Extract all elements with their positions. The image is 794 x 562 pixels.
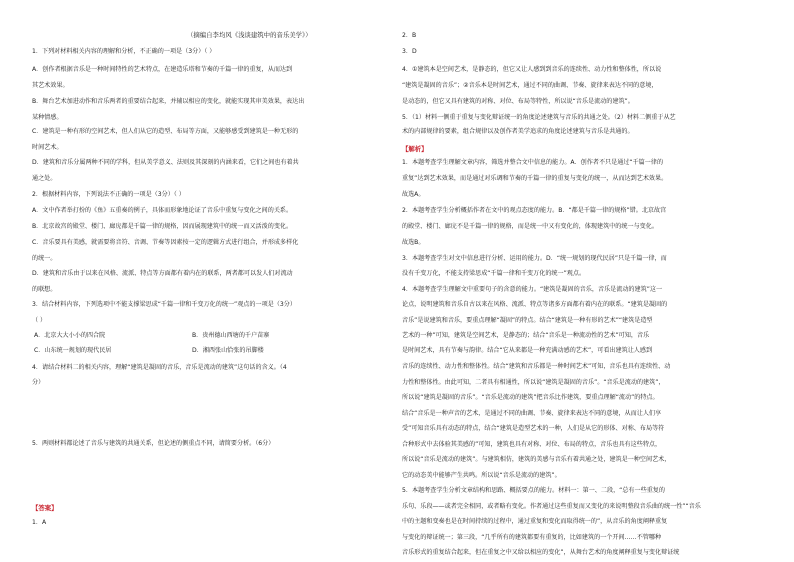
left-column xyxy=(32,0,407,562)
analysis-line: 重复”达到艺术效果，而是通过对乐调和节奏的千篇一律的重复与变化的统一，从而达到艺术效果。 xyxy=(402,175,668,182)
q3-option-b: B．贵州德山西塘的千户苗寨 xyxy=(192,332,270,339)
analysis-line: 1．本题考查学生理解文章内容，筛选并整合文中信息的能力。A．创作者不只是通过“千篇一律的 xyxy=(402,159,664,166)
analysis-line: 受”可知音乐具有动态的特点，结合“建筑是造型艺术的一种，人们是从它的形体、对称、布局等符 xyxy=(402,425,665,432)
analysis-line: 与变化的辩证统一；第三段，“几乎所有的建筑都要有重复的，比如建筑的一个开间……不管哪种 xyxy=(402,534,662,541)
analysis-line: 音乐形式的重复结合起来，但在重复之中又给以相应的变化”，从舞台艺术的角度阐释重复与变化辩证统 xyxy=(402,549,680,556)
right-column xyxy=(402,0,777,562)
answer-5-line: 术的内部规律的要素，组合规律以及创作者美学追求的角度论述建筑与音乐是共通的。 xyxy=(402,128,634,135)
analysis-line: 它的动态美中能够产生共鸣。所以说“音乐是流动的建筑”。 xyxy=(402,472,561,479)
analysis-line: 力性和整体性。由此可知，二者具有相通性，所以说“建筑是凝固的音乐”。“音乐是流动的建筑”， xyxy=(402,379,665,386)
q2-option-c-cont: 的统一。 xyxy=(32,255,57,262)
answer-heading: 【答案】 xyxy=(32,504,58,512)
answer-1: 1．A xyxy=(32,519,47,526)
analysis-line: 艺术的一种”可知，建筑是空间艺术，是静态的；结合“音乐是一种流动性的艺术”可知，音乐 xyxy=(402,332,650,339)
q5-stem: 5．两则材料都论述了音乐与建筑的共通关系，但论述的侧重点不同，请简要分析。（6分） xyxy=(32,440,275,447)
analysis-line: 5．本题考查学生分析文章结构和思路、概括要点的能力。材料一：第一、二段，“总有一些重复的 xyxy=(402,487,665,494)
answer-4-line: 是动态的，但它又具有建筑的对称、对位、布局等特性，所以说“音乐是流动的建筑”。 xyxy=(402,98,634,105)
analysis-heading: 【解析】 xyxy=(402,145,428,153)
analysis-line: 乐句、乐段——或者完全相同，或者略有变化。作者通过这些重复而又变化的来说明整段音乐曲的统一性”“音乐 xyxy=(402,503,701,510)
q4-stem: 4．请结合材料二的相关内容，理解“建筑是凝固的音乐，音乐是流动的建筑”这句话的含义。（4 xyxy=(32,364,287,371)
answer-2: 2．B xyxy=(402,32,417,39)
analysis-line: 4．本题考查学生理解文中重要句子的含意的能力。“建筑是凝固的音乐，音乐是流动的建筑”这一 xyxy=(402,286,663,293)
q3-option-a: A．北京大大小小的四合院 xyxy=(34,332,106,339)
analysis-line: 是时间艺术，具有节奏与韵律。结合“它从来都是一种充满动感的艺术”，可看出建筑让人感到 xyxy=(402,347,653,354)
source-citation: （摘编自李均风《浅谈建筑中的音乐美学》） xyxy=(187,31,312,39)
analysis-line: 2．本题考查学生分析概括作者在文中的观点态度的能力。B．“都是千篇一律的规格”错。北京故宫 xyxy=(402,207,667,214)
analysis-line: 所以说“建筑是凝固的音乐”。“音乐是流动的建筑”把音乐比作建筑，要重点理解“流动”的特点。 xyxy=(402,394,659,401)
analysis-line: 中的主题和变奏也是在时间持续的过程中，通过重复和变化而取得统一的”，从音乐的角度阐释重复 xyxy=(402,518,668,525)
q1-option-c-cont: 时间艺术。 xyxy=(32,144,63,151)
analysis-line: 结合“音乐是一种声音的艺术，是通过不同的曲调、节奏、旋律来表达不同的意境，从而让人们享 xyxy=(402,410,662,417)
q1-option-a: A．创作者根据音乐是一种时间特性的艺术特点，在建造乐塔和节奏的千篇一律的重复，从而达到 xyxy=(32,66,293,73)
q2-option-d: D．建筑和音乐由于以来在风格、流派、特点等方面都有着内在的联系，两者都可以发人们对流动 xyxy=(32,270,293,277)
q1-option-b: B．舞台艺术加进动作和音乐两者的重要结合起来，并辅以相应的变化，就能实现其审美效果，表达出 xyxy=(32,98,305,105)
q2-option-d-cont: 的联想。 xyxy=(32,286,57,293)
q3-paren: （ ） xyxy=(32,317,47,324)
analysis-line: 没有千变万化，不能支持梁思成“千篇一律和千变万化的统一”观点。 xyxy=(402,270,586,277)
q1-option-b-cont: 某种情感。 xyxy=(32,114,63,121)
q4-stem-cont: 分） xyxy=(32,379,45,386)
analysis-line: 合种形式中去体验其美感的”可知，建筑也具有对称、对位、布局的特点，音乐也具有这些特点， xyxy=(402,441,662,448)
analysis-line: 的殿堂、楼门、廊庑不是千篇一律的规格，而是统一中又有变化的，体现建筑中的统一与变化。 xyxy=(402,223,658,230)
q2-stem: 2．根据材料内容，下列说法不正确的一项是（3分）（ ） xyxy=(32,191,185,198)
answer-3: 3．D xyxy=(402,48,417,55)
analysis-line: 所以说“音乐是流动的建筑”。与建筑相仿，建筑的美感与音乐有着共通之处，建筑是一种空间艺术， xyxy=(402,456,671,463)
q1-option-d: D．建筑和音乐分属两种不同的学科，但从美学意义、法则及其深刻的内涵来看，它们之间也有着共 xyxy=(32,159,299,166)
q1-option-c: C．建筑是一种有形的空间艺术，但人们从它的造型、布局等方面，又能够感受到建筑是一种无形的 xyxy=(32,128,299,135)
analysis-line: 故选A。 xyxy=(402,191,425,198)
q1-stem: 1．下列对材料相关内容的理解和分析，不正确的一项是（3分）（ ） xyxy=(32,48,216,55)
analysis-line: 论点，说明建筑和音乐自古以来在风格、流派、特点等诸多方面都有着内在的联系。“建筑是凝固的 xyxy=(402,301,668,308)
analysis-line: 音乐的连续性、动力性和整体性。结合“建筑和音乐都是一种时间艺术”可知，音乐也具有连续性、动 xyxy=(402,363,671,370)
q3-stem: 3．结合材料内容，下列选项中不能支撑梁思成“千篇一律和千变万化的统一”观点的一项是（3分） xyxy=(32,301,296,308)
q1-option-d-cont: 通之处。 xyxy=(32,175,57,182)
analysis-line: 音乐”是说建筑和音乐，要重点理解“凝固”的特点。结合“建筑是一种有形的艺术”“建筑是造型 xyxy=(402,317,653,324)
answer-4-line: 4．①建筑本是空间艺术，是静态的，但它又让人感到到音乐的连续性、动力性和整体性，所以说 xyxy=(402,66,662,73)
q2-option-b: B．北京故宫的殿堂、楼门、廊庑都是千篇一律的规格，因而展现建筑中的统一而又活泼的变化。 xyxy=(32,223,293,230)
q2-option-a: A．文中作者举打扮的《鱼》五重奏的例子，具体而形象地论证了音乐中重复与变化之间的关系。 xyxy=(32,207,293,214)
q2-option-c: C．音乐要具有美感，就需要将音符、音调、节奏等因素按一定的逻辑方式进行组合，并形成多样化 xyxy=(32,239,299,246)
q3-option-c: C．山东统一规划的现代民居 xyxy=(34,347,112,354)
answer-5-line: 5．（1）材料一侧重于重复与变化辩证统一的角度论述建筑与音乐的共通之处。（2）材料二侧重于从艺 xyxy=(402,114,676,121)
analysis-line: 故选B。 xyxy=(402,239,425,246)
q1-option-a-cont: 其艺术效果。 xyxy=(32,82,69,89)
answer-4-line: “建筑是凝固的音乐”；②音乐本是时间艺术，通过不同的曲调、节奏、旋律来表达不同的意境， xyxy=(402,82,658,89)
analysis-line: 3．本题考查学生对文中信息进行分析、运用的能力。D．“统一规划的现代民居”只是千篇一律，而 xyxy=(402,255,667,262)
q3-option-d: D．湘西张山恰张的吊脚楼 xyxy=(192,347,264,354)
